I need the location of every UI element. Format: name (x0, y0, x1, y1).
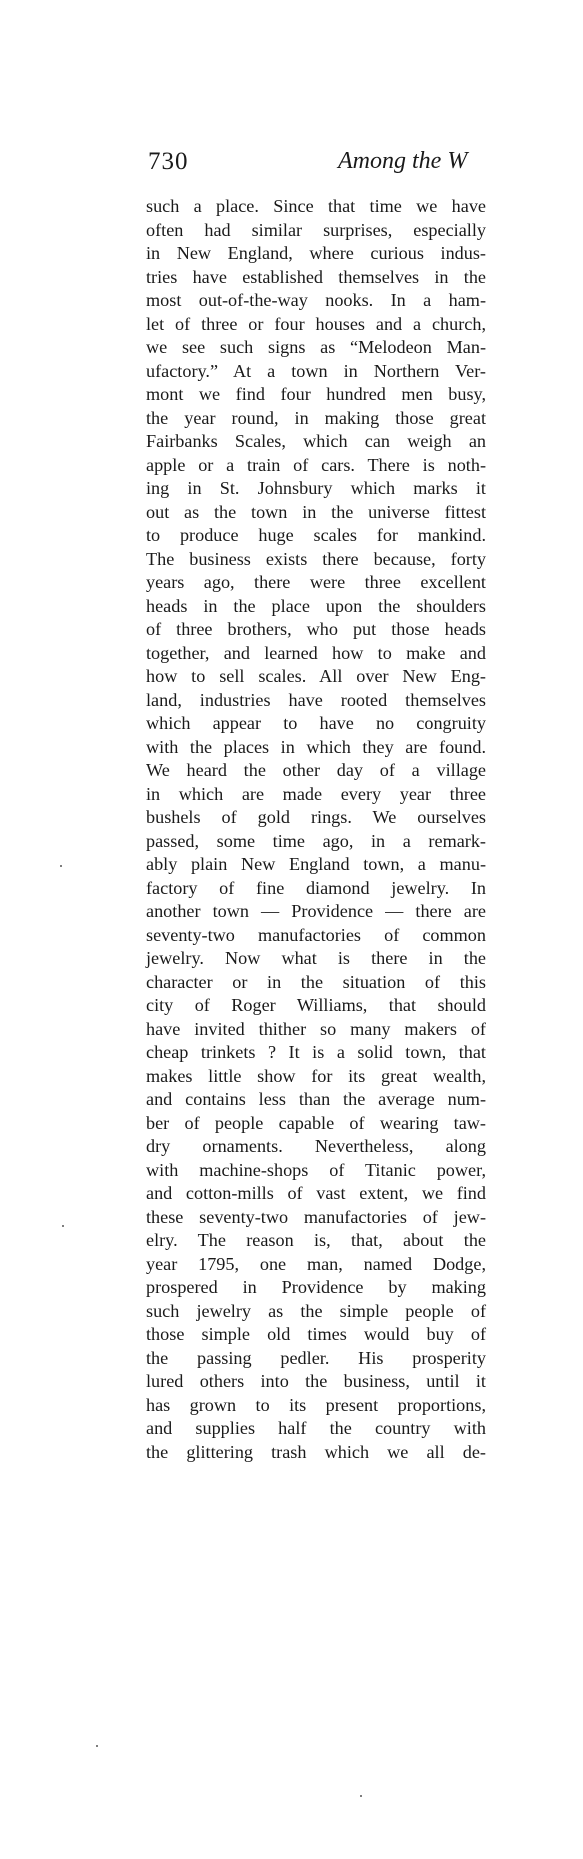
text-line: mont we find four hundred men busy, (146, 384, 486, 404)
text-line: of three brothers, who put those heads (146, 619, 486, 639)
text-line: the glittering trash which we all de- (146, 1441, 486, 1462)
text-line: ufactory.” At a town in Northern Ver- (146, 360, 486, 381)
text-line: passed, some time ago, in a remark- (146, 830, 486, 851)
text-line: ing in St. Johnsbury which marks it (146, 478, 486, 498)
text-line: bushels of gold rings. We ourselves (146, 807, 486, 827)
text-line: character or in the situation of this (146, 971, 486, 992)
text-line: and contains less than the average num- (146, 1089, 486, 1109)
ink-speck (96, 1745, 98, 1747)
text-line: apple or a train of cars. There is noth- (146, 454, 486, 475)
running-title: Among the W (338, 148, 468, 174)
text-line: the passing pedler. His prosperity (146, 1347, 486, 1368)
text-line: and supplies half the country with (146, 1418, 486, 1438)
text-line: cheap trinkets ? It is a solid town, that (146, 1042, 486, 1062)
text-line: such a place. Since that time we have (146, 196, 486, 216)
ink-speck (60, 865, 62, 867)
text-line: in which are made every year three (146, 783, 486, 804)
text-line: in New England, where curious indus- (146, 243, 486, 263)
text-line: city of Roger Williams, that should (146, 995, 486, 1015)
text-line: heads in the place upon the shoulders (146, 595, 486, 616)
text-line: those simple old times would buy of (146, 1324, 486, 1344)
text-line: often had similar surprises, especially (146, 219, 486, 240)
text-line: another town — Providence — there are (146, 901, 486, 921)
text-line: years ago, there were three excellent (146, 572, 486, 592)
body-text (146, 195, 486, 1464)
text-line: we see such signs as “Melodeon Man- (146, 337, 486, 357)
text-line: factory of fine diamond jewelry. In (146, 877, 486, 898)
ink-speck (360, 1795, 362, 1797)
text-line: The business exists there because, forty (146, 548, 486, 569)
text-line: the year round, in making those great (146, 407, 486, 428)
text-line: has grown to its present proportions, (146, 1394, 486, 1415)
text-line: prospered in Providence by making (146, 1277, 486, 1297)
text-line: how to sell scales. All over New Eng- (146, 666, 486, 686)
text-line: We heard the other day of a village (146, 760, 486, 780)
text-line: with the places in which they are found. (146, 736, 486, 757)
text-line: land, industries have rooted themselves (146, 689, 486, 710)
text-line: seventy-two manufactories of common (146, 924, 486, 945)
text-line: Fairbanks Scales, which can weigh an (146, 431, 486, 451)
ink-speck (62, 1225, 64, 1227)
text-line: makes little show for its great wealth, (146, 1065, 486, 1086)
text-line: out as the town in the universe fittest (146, 501, 486, 522)
text-line: ber of people capable of wearing taw- (146, 1112, 486, 1133)
text-line: have invited thither so many makers of (146, 1018, 486, 1039)
text-line: these seventy-two manufactories of jew- (146, 1206, 486, 1227)
text-line: such jewelry as the simple people of (146, 1300, 486, 1321)
text-line: which appear to have no congruity (146, 713, 486, 733)
text-line: lured others into the business, until it (146, 1371, 486, 1391)
text-line: tries have established themselves in the (146, 266, 486, 287)
text-line: ably plain New England town, a manu- (146, 854, 486, 874)
text-line: and cotton-mills of vast extent, we find (146, 1183, 486, 1203)
text-line: to produce huge scales for mankind. (146, 525, 486, 545)
text-line: together, and learned how to make and (146, 642, 486, 663)
text-line: elry. The reason is, that, about the (146, 1230, 486, 1250)
text-line: year 1795, one man, named Dodge, (146, 1253, 486, 1274)
running-head (148, 148, 583, 180)
page-number: 730 (148, 148, 189, 175)
text-line: most out-of-the-way nooks. In a ham- (146, 290, 486, 310)
text-line: jewelry. Now what is there in the (146, 948, 486, 968)
text-line: let of three or four houses and a church, (146, 313, 486, 334)
text-line: dry ornaments. Nevertheless, along (146, 1136, 486, 1156)
text-line: with machine-shops of Titanic power, (146, 1159, 486, 1180)
